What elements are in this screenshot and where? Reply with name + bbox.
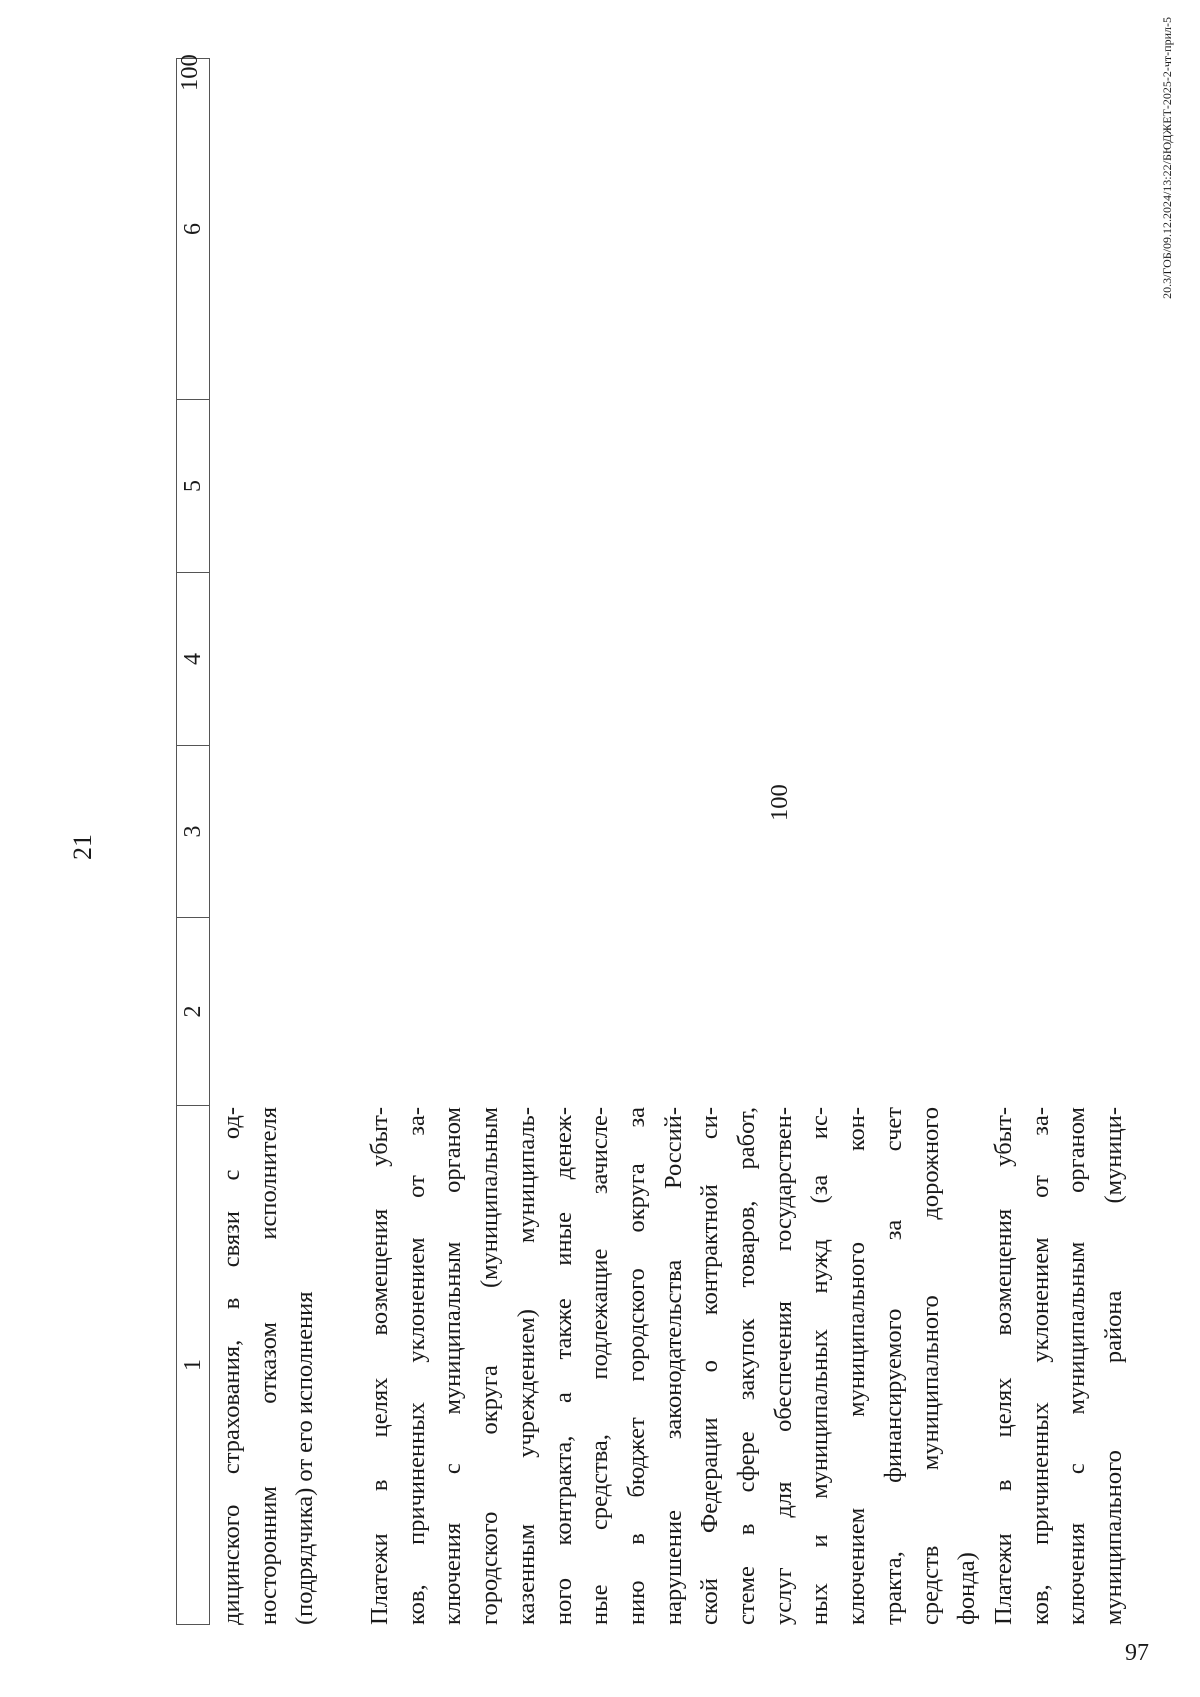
text-line: ской Федерации о контрактной си- [696,1107,724,1625]
column-header-5: 5 [177,400,210,573]
column-header-6: 6 [177,59,210,400]
text-line: ные средства, подлежащие зачисле- [586,1107,614,1625]
text-line: стеме в сфере закупок товаров, работ, [733,1107,761,1625]
row-1-col6-value: 100 [176,54,203,91]
text-line: муниципального района (муници- [1100,1107,1128,1625]
text-line: дицинского страхования, в связи с од- [218,1107,245,1625]
text-line: ных и муниципальных нужд (за ис- [806,1107,834,1625]
text-line: нию в бюджет городского округа за [622,1107,650,1625]
header-row [177,59,210,1625]
text-line: ключением муниципального кон- [843,1107,871,1625]
text-line: тракта, финансируемого за счет [879,1107,907,1625]
column-header-3: 3 [177,746,210,918]
text-line: носторонним отказом исполнителя [254,1107,282,1625]
text-line: средств муниципального дорожного [916,1107,944,1625]
text-line: нарушение законодательства Россий- [659,1107,687,1625]
text-line: ключения с муниципальным органом [1063,1107,1091,1625]
row-2-col3-value: 100 [766,784,793,821]
text-line: Платежи в целях возмещения убыт- [366,1107,393,1625]
column-header-1: 1 [177,1106,210,1625]
text-line: ков, причиненных уклонением от за- [402,1107,430,1625]
text-line: Платежи в целях возмещения убыт- [990,1107,1017,1625]
text-line: ного контракта, а также иные денеж- [549,1107,577,1625]
text-line: ков, причиненных уклонением от за- [1026,1107,1054,1625]
column-header-4: 4 [177,573,210,746]
row-3-description [986,1107,1133,1625]
text-line: казенным учреждением) муниципаль- [512,1107,540,1625]
page-number: 21 [68,834,97,860]
text-line: ключения с муниципальным органом [439,1107,467,1625]
document-code: 20.3/ГОБ/09.12.2024/13:22/БЮДЖЕТ-2025-2-чт-прил-5 [1160,17,1174,299]
text-line: услуг для обеспечения государствен- [769,1107,797,1625]
text-line: городского округа (муниципальным [476,1107,504,1625]
sheet-number: 97 [1125,1640,1149,1666]
column-header-table [176,58,210,1625]
text-line: (подрядчика) от его исполнения [291,1291,319,1625]
row-1-description [214,1107,324,1625]
text-line: фонда) [953,1552,981,1625]
column-header-2: 2 [177,918,210,1106]
row-2-description [362,1107,986,1625]
